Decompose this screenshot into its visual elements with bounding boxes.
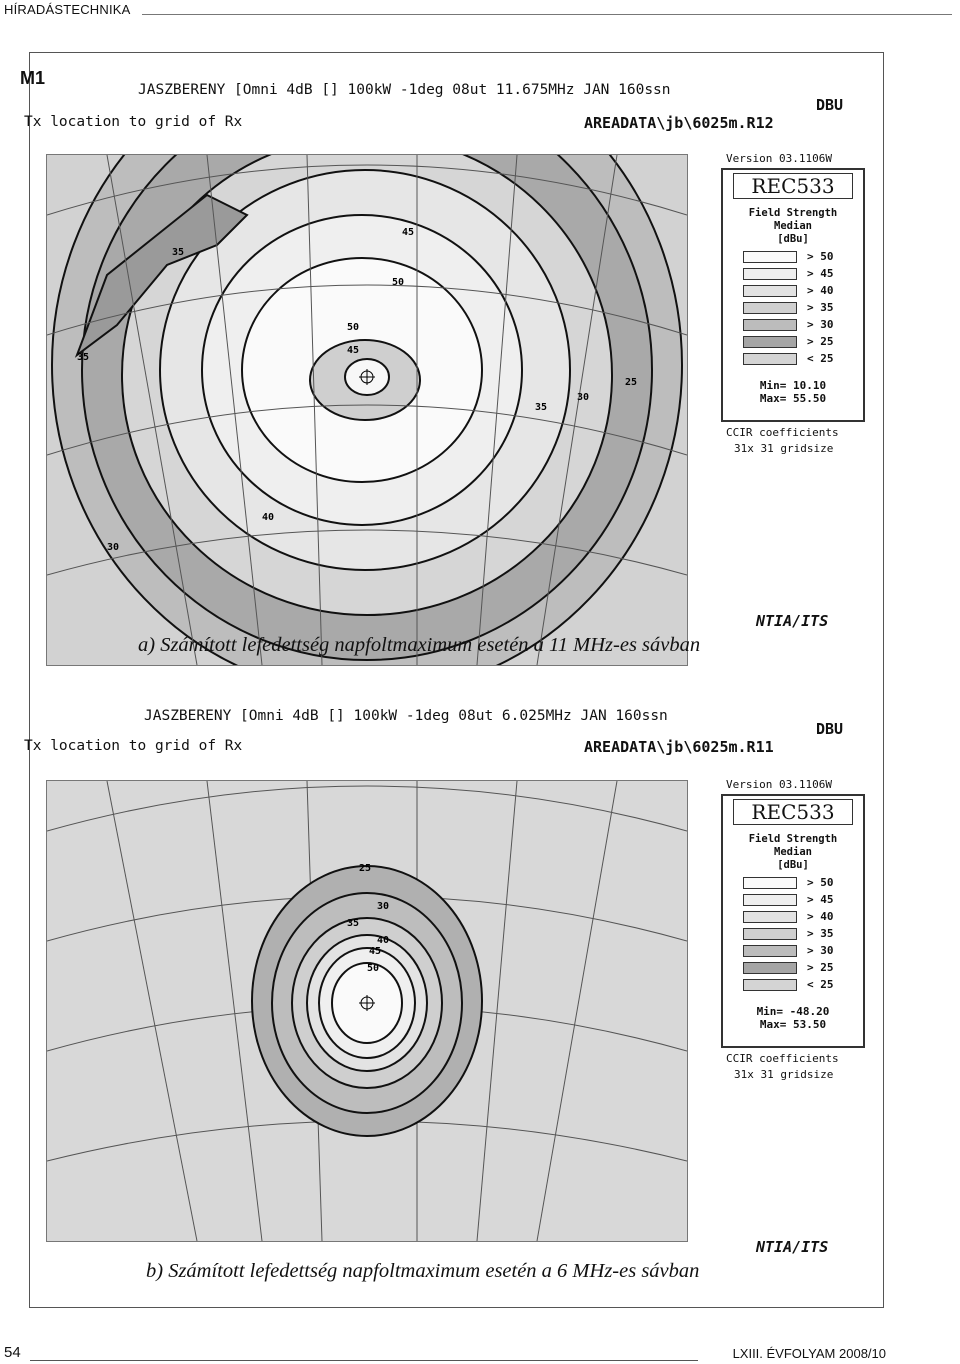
- panel-a-version: Version 03.1106W: [726, 152, 832, 165]
- contour-label: 35: [172, 247, 185, 258]
- legend-sub2: Median: [774, 846, 812, 858]
- legend-sub3: [dBu]: [777, 859, 809, 871]
- footer-rule: [30, 1360, 698, 1361]
- legend-max: Max= 55.50: [759, 392, 827, 405]
- legend-title: REC533: [733, 173, 853, 199]
- panel-b-unit: DBU: [816, 720, 844, 738]
- legend-title: REC533: [733, 799, 853, 825]
- journal-header: HÍRADÁSTECHNIKA: [4, 2, 131, 17]
- panel-b: [24, 702, 859, 1257]
- caption-a: a) Számított lefedettség napfoltmaximum esetén a 11 MHz-es sávban: [138, 634, 701, 656]
- legend-level: > 35: [807, 301, 834, 314]
- issue-label: LXIII. ÉVFOLYAM 2008/10: [732, 1346, 886, 1361]
- header-rule: [142, 14, 952, 15]
- contour-label: 25: [359, 863, 372, 874]
- legend-level: > 40: [807, 910, 834, 923]
- contour-label: 45: [369, 946, 382, 957]
- panel-a-file: AREADATA\jb\6025m.R12: [584, 114, 774, 132]
- contour-label: 25: [625, 377, 638, 388]
- legend-sub1: Field Strength: [748, 207, 838, 219]
- legend-level: > 30: [807, 944, 834, 957]
- panel-b-brand: NTIA/ITS: [756, 1238, 829, 1256]
- legend-level: > 25: [807, 961, 834, 974]
- panel-a-map: [46, 154, 688, 666]
- page-number: 54: [4, 1344, 21, 1361]
- legend-sub1: Field Strength: [748, 833, 838, 845]
- panel-b-file: AREADATA\jb\6025m.R11: [584, 738, 774, 756]
- contour-label: 50: [347, 322, 360, 333]
- panel-b-legend: [721, 794, 865, 1048]
- panel-b-version: Version 03.1106W: [726, 778, 832, 791]
- legend-max: Max= 53.50: [759, 1018, 827, 1031]
- contour-label: 40: [377, 935, 390, 946]
- contour-label: 35: [535, 402, 548, 413]
- panel-a-brand: NTIA/ITS: [756, 612, 829, 630]
- contour-label: 45: [347, 345, 360, 356]
- contour-label: 30: [577, 392, 590, 403]
- panel-b-title: JASZBERENY [Omni 4dB [] 100kW -1deg 08ut 6.025MHz JAN 160ssn: [144, 708, 668, 724]
- contour-label: 50: [367, 963, 380, 974]
- panel-a-subtitle: Tx location to grid of Rx: [24, 114, 243, 130]
- legend-level: > 35: [807, 927, 834, 940]
- panel-a-coverage-map: [47, 155, 687, 665]
- legend-level: < 25: [807, 978, 834, 991]
- contour-label: 30: [377, 901, 390, 912]
- legend-level: > 40: [807, 284, 834, 297]
- panel-a-legend: [721, 168, 865, 422]
- legend-level: > 45: [807, 267, 834, 280]
- contour-label: 45: [402, 227, 415, 238]
- panel-a-unit: DBU: [816, 96, 844, 114]
- panel-a-ccir: CCIR coefficients: [726, 426, 839, 439]
- panel-b-coverage-map: [47, 781, 687, 1241]
- legend-sub3: [dBu]: [777, 233, 809, 245]
- contour-label: 50: [392, 277, 405, 288]
- caption-b: b) Számított lefedettség napfoltmaximum esetén a 6 MHz-es sávban: [146, 1260, 700, 1282]
- panel-b-map: [46, 780, 688, 1242]
- panel-a-title: JASZBERENY [Omni 4dB [] 100kW -1deg 08ut 11.675MHz JAN 160ssn: [138, 82, 671, 98]
- panel-b-subtitle: Tx location to grid of Rx: [24, 738, 243, 754]
- legend-min: Min= 10.10: [759, 379, 827, 392]
- contour-label: 35: [347, 918, 360, 929]
- contour-label: 30: [107, 542, 120, 553]
- panel-a-grid: 31x 31 gridsize: [734, 442, 834, 455]
- contour-label: 35: [77, 352, 90, 363]
- legend-level: > 50: [807, 250, 834, 263]
- legend-level: > 50: [807, 876, 834, 889]
- legend-sub2: Median: [774, 220, 812, 232]
- contour-label: 40: [262, 512, 275, 523]
- legend-level: > 30: [807, 318, 834, 331]
- legend-level: > 25: [807, 335, 834, 348]
- panel-b-grid: 31x 31 gridsize: [734, 1068, 834, 1081]
- panel-b-ccir: CCIR coefficients: [726, 1052, 839, 1065]
- legend-level: < 25: [807, 352, 834, 365]
- legend-min: Min= -48.20: [756, 1005, 830, 1018]
- figure-label: M1: [20, 68, 46, 88]
- legend-level: > 45: [807, 893, 834, 906]
